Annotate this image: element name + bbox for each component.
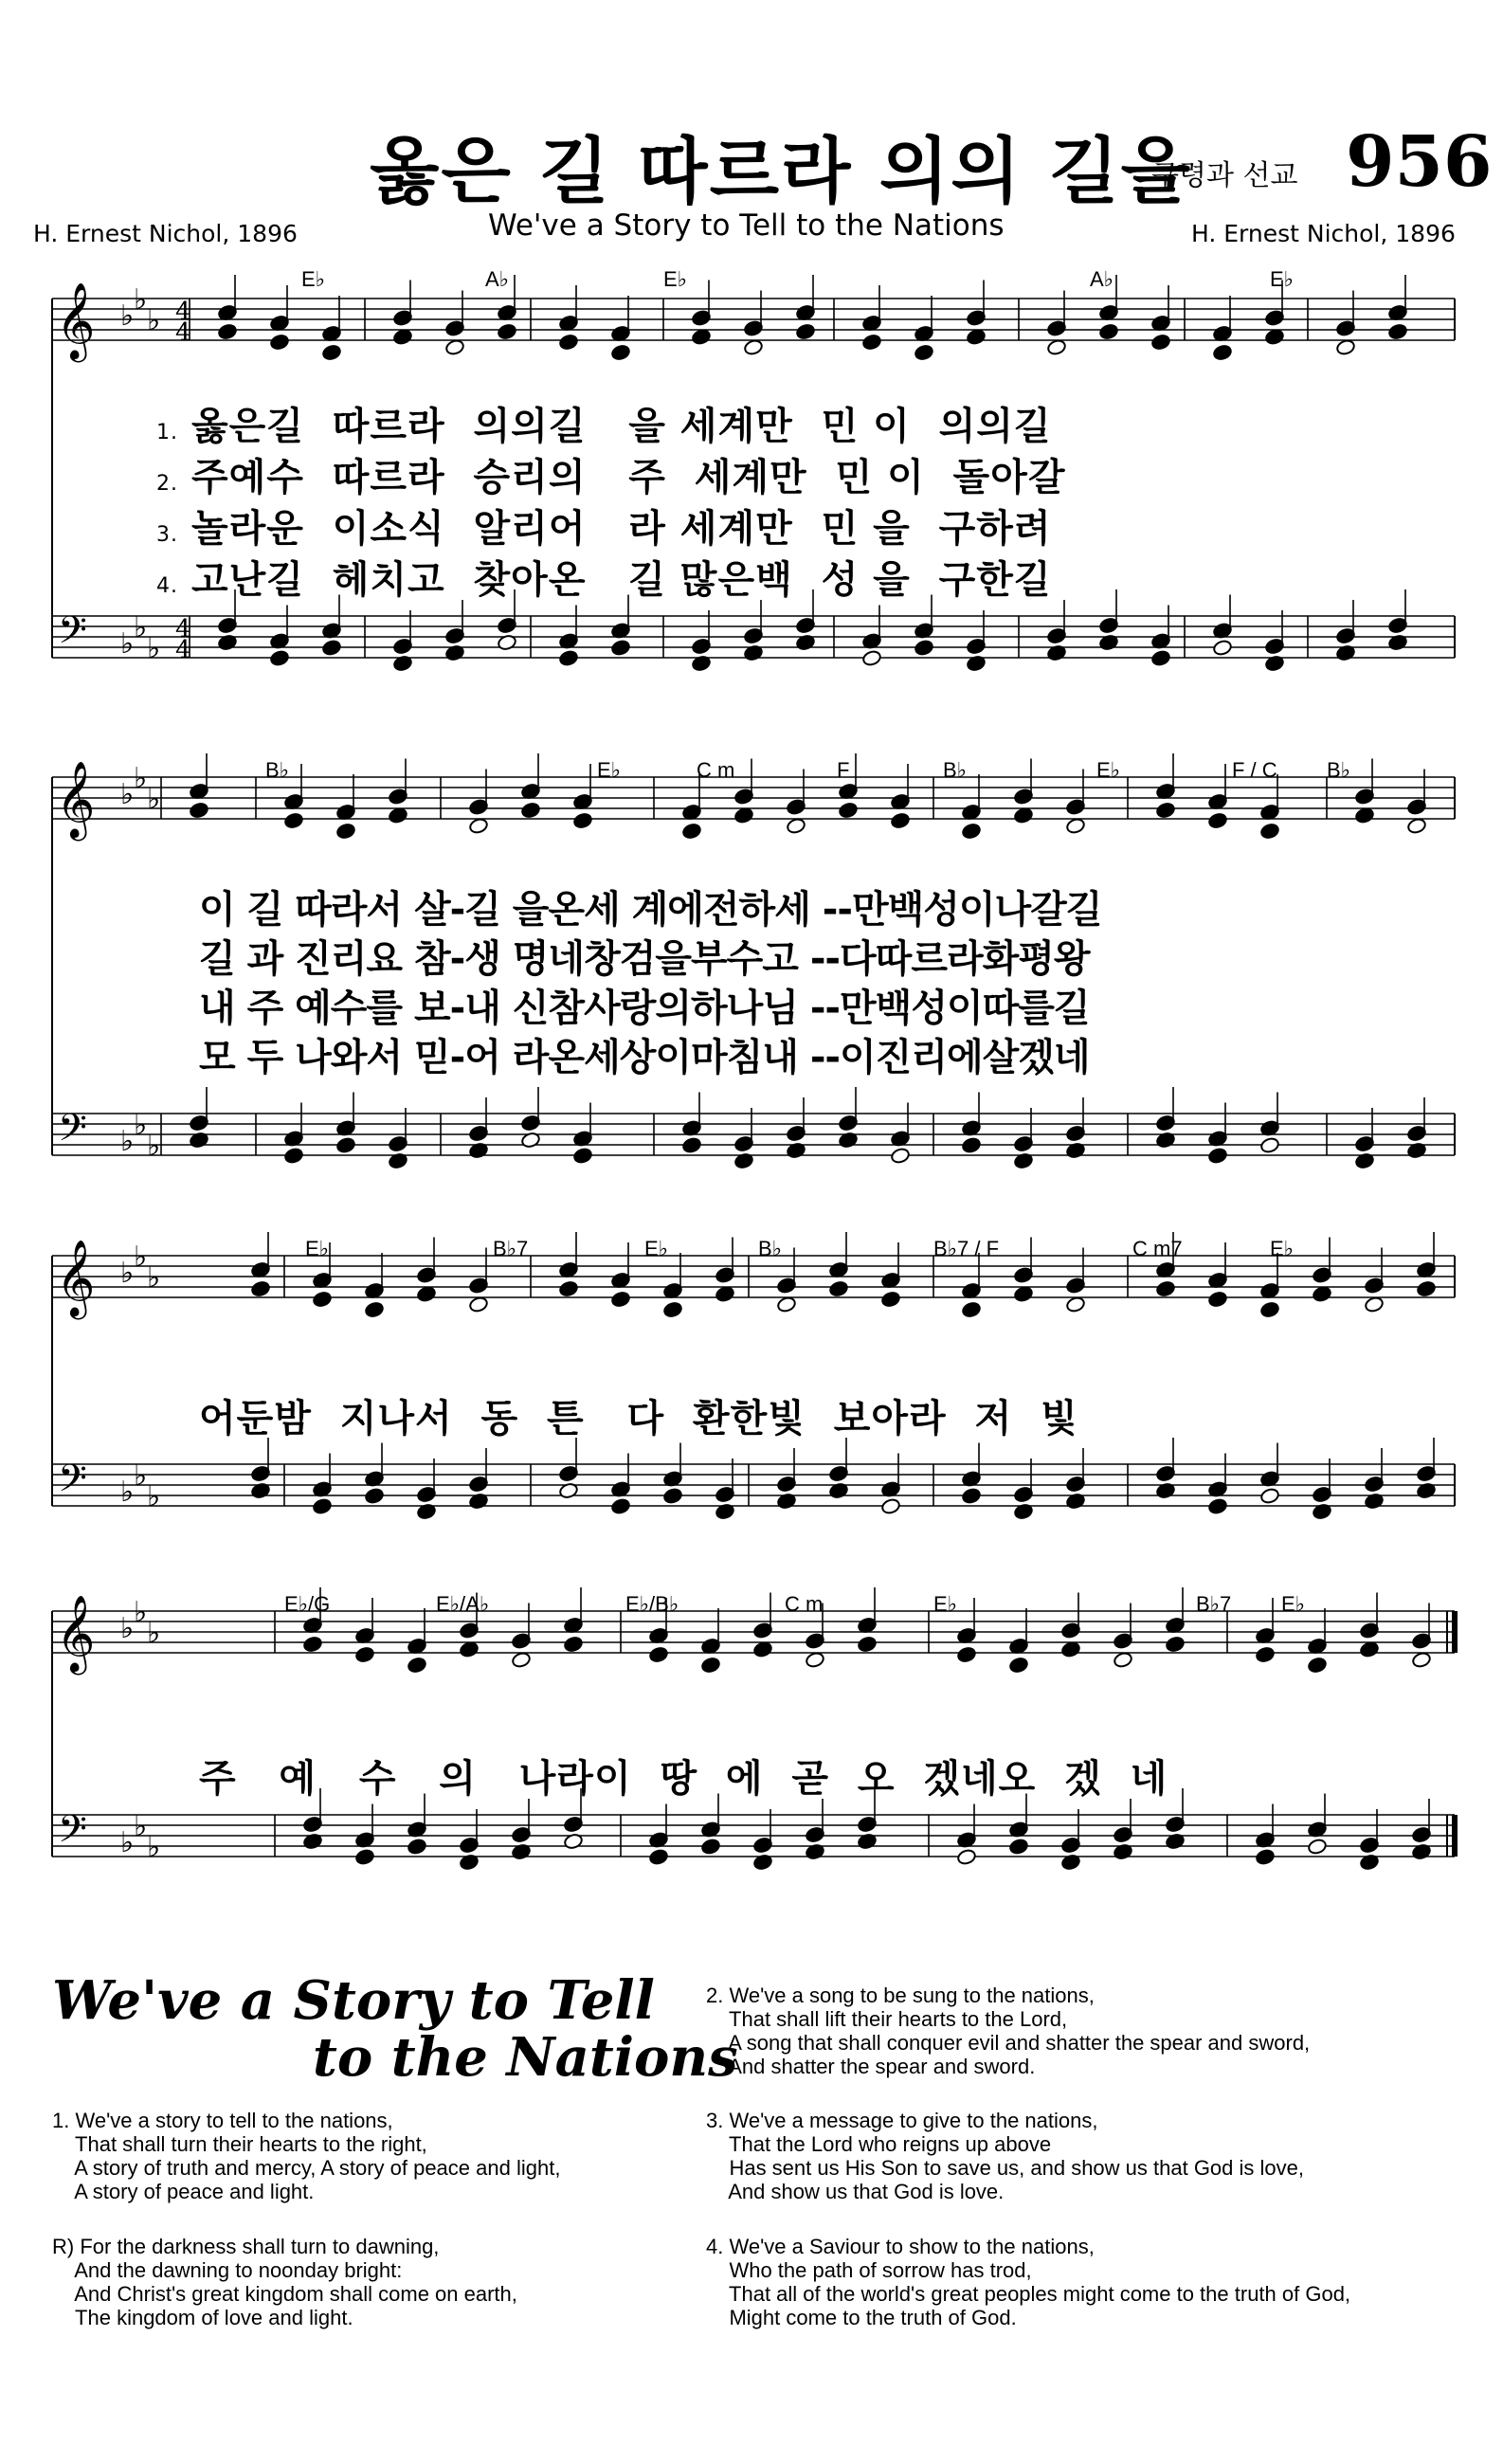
svg-text:♭: ♭ — [134, 1241, 148, 1274]
chord-symbol: B♭7 / F — [933, 1237, 1000, 1260]
english-verse-2: 2. We've a song to be sung to the nations, That shall lift their hearts to the Lord, A song that shall conquer evil and shatter the spear and sword, And shatter the spear and sword. — [706, 1984, 1311, 2078]
chord-symbol: E♭ — [663, 267, 688, 291]
svg-text:♭: ♭ — [147, 1617, 161, 1650]
chord-symbol: B♭7 — [493, 1237, 529, 1260]
svg-text:♭: ♭ — [134, 1810, 148, 1843]
english-verse-4: 4. We've a Saviour to show to the nations, Who the path of sorrow has trod, That all of the world's great peoples might come to the truth of God, Might come to the truth of God. — [706, 2235, 1351, 2329]
chord-symbol: E♭ — [933, 1592, 958, 1616]
svg-text:𝄢: 𝄢 — [58, 1457, 87, 1510]
chord-symbol: E♭/B♭ — [625, 1592, 679, 1616]
chord-symbol: B♭7 — [1196, 1592, 1232, 1616]
english-heading-line-2: to the Nations — [313, 2026, 738, 2089]
svg-text:♭: ♭ — [134, 1596, 148, 1629]
svg-text:♭: ♭ — [134, 1109, 148, 1142]
chord-symbol: F / C — [1232, 758, 1277, 782]
lyric-s2-verse-2: 길 과 진리요 참-생 명네창검을부수고 --다따르라화평왕 — [199, 937, 1090, 981]
lyrics-credit: H. Ernest Nichol, 1896 — [33, 220, 298, 247]
hymn-number: 956 — [1346, 121, 1493, 203]
svg-text:♭: ♭ — [120, 1125, 135, 1158]
svg-text:♭: ♭ — [134, 762, 148, 795]
hymn-title-korean: 옳은 길 따르라 의의 길을 — [370, 129, 1192, 213]
lyric-s2-verse-3: 내 주 예수를 보-내 신참사랑의하나님 --만백성이따를길 — [199, 987, 1090, 1030]
chord-symbol: B♭ — [758, 1237, 783, 1260]
chord-symbol: C m — [697, 758, 735, 782]
lyric-verse-3: 3. 놀라운 이소식 알리어 라 세계만 민 을 구하려 — [156, 507, 1052, 551]
svg-text:𝄞: 𝄞 — [56, 1594, 96, 1672]
chord-symbol: A♭ — [485, 267, 510, 291]
chord-symbol: E♭/A♭ — [436, 1592, 490, 1616]
svg-text:♭: ♭ — [147, 1831, 161, 1864]
lyric-refrain-2: 주 예 수 의 나라이 땅 에 곧 오 겠네오 겠 네 — [199, 1757, 1168, 1801]
svg-text:𝄢: 𝄢 — [58, 1106, 87, 1159]
chord-symbol: E♭ — [301, 267, 326, 291]
svg-text:♭: ♭ — [120, 1612, 135, 1645]
svg-text:♭: ♭ — [120, 778, 135, 811]
chord-symbol: E♭ — [1270, 1237, 1295, 1260]
chord-symbol: E♭ — [305, 1237, 330, 1260]
svg-text:4: 4 — [175, 615, 191, 643]
svg-text:♭: ♭ — [120, 1257, 135, 1290]
chord-symbol: C m7 — [1132, 1237, 1183, 1260]
lyric-verse-1: 1. 옳은길 따르라 의의길 을 세계만 민 이 의의길 — [156, 405, 1052, 448]
svg-text:♭: ♭ — [147, 1480, 161, 1513]
lyric-verse-2: 2. 주예수 따르라 승리의 주 세계만 민 이 돌아갈 — [156, 456, 1066, 499]
chord-symbol: E♭ — [644, 1237, 669, 1260]
svg-text:𝄞: 𝄞 — [56, 281, 96, 359]
svg-text:♭: ♭ — [134, 611, 148, 644]
svg-text:𝄢: 𝄢 — [58, 608, 87, 661]
svg-text:♭: ♭ — [120, 1476, 135, 1509]
svg-text:4: 4 — [175, 636, 191, 664]
svg-text:♭: ♭ — [147, 304, 161, 337]
chord-symbol: F — [837, 758, 850, 782]
chord-symbol: E♭ — [597, 758, 622, 782]
music-credit: H. Ernest Nichol, 1896 — [1191, 220, 1456, 247]
chord-symbol: E♭ — [1096, 758, 1121, 782]
chord-symbol: E♭/G — [284, 1592, 331, 1616]
chord-symbol: B♭ — [943, 758, 968, 782]
svg-text:4: 4 — [175, 318, 191, 347]
svg-text:♭: ♭ — [134, 283, 148, 317]
english-verse-1: 1. We've a story to tell to the nations, That shall turn their hearts to the right, A story of truth and mercy, A story of peace and light, A story of peace and light. — [52, 2109, 561, 2203]
chord-symbol: A♭ — [1090, 267, 1114, 291]
chord-symbol: E♭ — [1281, 1592, 1306, 1616]
english-verse-3: 3. We've a message to give to the nations, That the Lord who reigns up above Has sent us His Son to save us, and show us that God is love, And show us that God is love. — [706, 2109, 1304, 2203]
svg-text:♭: ♭ — [147, 1130, 161, 1163]
svg-text:♭: ♭ — [147, 783, 161, 816]
svg-text:♭: ♭ — [120, 627, 135, 661]
svg-text:♭: ♭ — [134, 1459, 148, 1493]
svg-text:♭: ♭ — [120, 299, 135, 333]
svg-text:♭: ♭ — [147, 632, 161, 665]
lyric-s2-verse-4: 모 두 나와서 믿-어 라온세상이마침내 --이진리에살겠네 — [199, 1036, 1090, 1079]
lyric-verse-4: 4. 고난길 헤치고 찾아온 길 많은백 성 을 구한길 — [156, 558, 1052, 602]
svg-text:𝄢: 𝄢 — [58, 1807, 87, 1860]
svg-text:4: 4 — [175, 298, 191, 326]
lyric-refrain-1: 어둔밤 지나서 동 튼 다 환한빛 보아라 저 빛 — [199, 1397, 1078, 1440]
chord-symbol: B♭ — [265, 758, 290, 782]
english-refrain: R) For the darkness shall turn to dawning, And the dawning to noonday bright: And Christ's great kingdom shall come on earth, The kingdom of love and light. — [52, 2235, 517, 2329]
svg-text:♭: ♭ — [147, 1261, 161, 1295]
svg-text:𝄞: 𝄞 — [56, 1239, 96, 1316]
svg-text:𝄞: 𝄞 — [56, 760, 96, 838]
english-heading-line-1: We've a Story to Tell — [52, 1969, 655, 2032]
svg-text:♭: ♭ — [120, 1826, 135, 1859]
chord-symbol: B♭ — [1327, 758, 1351, 782]
chord-symbol: E♭ — [1270, 267, 1295, 291]
hymn-category: 구령과 선교 — [1151, 159, 1298, 192]
hymn-title-english: We've a Story to Tell to the Nations — [488, 208, 1005, 243]
lyric-s2-verse-1: 이 길 따라서 살-길 을온세 계에전하세 --만백성이나갈길 — [199, 888, 1102, 932]
chord-symbol: C m — [785, 1592, 824, 1616]
